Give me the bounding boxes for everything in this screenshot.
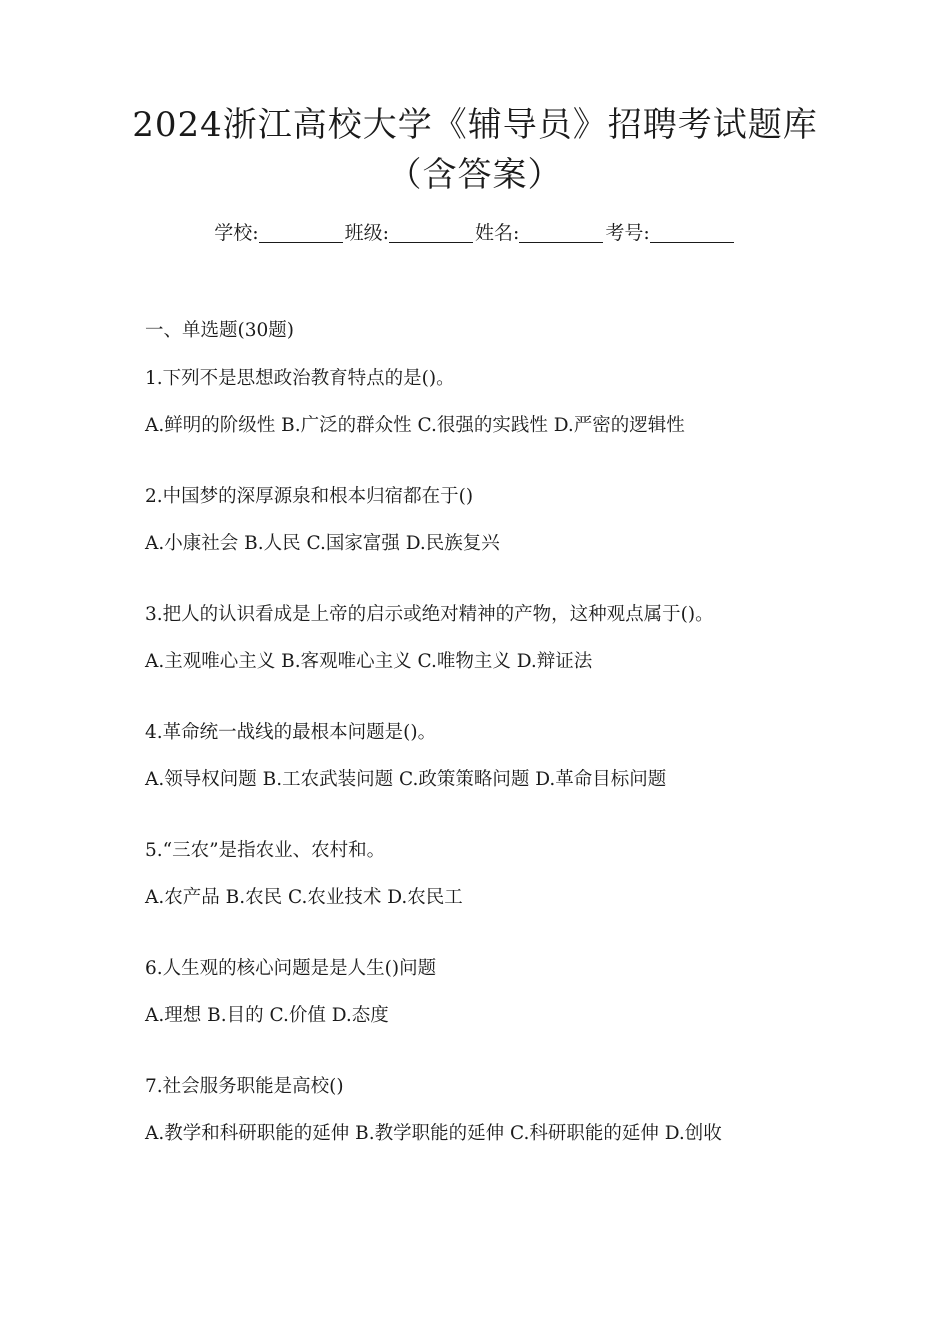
info-blank-class [389,224,473,243]
question-options: A.理想 B.目的 C.价值 D.态度 [145,1005,389,1026]
question-options: A.鲜明的阶级性 B.广泛的群众性 C.很强的实践性 D.严密的逻辑性 [145,415,685,436]
question-stem: 4.革命统一战线的最根本问题是()。 [145,721,437,743]
question-item [145,603,825,672]
question-section [145,322,825,1196]
question-item [145,485,825,554]
question-stem: 5.“三农”是指农业、农村和。 [145,839,386,861]
question-options: A.领导权问题 B.工农武装问题 C.政策策略问题 D.革命目标问题 [145,769,667,790]
question-stem: 1.下列不是思想政治教育特点的是()。 [145,367,455,389]
question-item [145,367,825,436]
student-info-row [0,224,950,243]
section-heading: 一、单选题(30题) [145,320,294,341]
question-stem: 7.社会服务职能是高校() [145,1075,344,1097]
question-options: A.主观唯心主义 B.客观唯心主义 C.唯物主义 D.辩证法 [145,651,593,672]
question-options: A.小康社会 B.人民 C.国家富强 D.民族复兴 [145,533,500,554]
question-item [145,957,825,1026]
question-options: A.教学和科研职能的延伸 B.教学职能的延伸 C.科研职能的延伸 D.创收 [145,1123,722,1144]
question-stem: 3.把人的认识看成是上帝的启示或绝对精神的产物，这种观点属于()。 [145,603,714,625]
question-stem: 6.人生观的核心问题是是人生()问题 [145,957,437,979]
question-item [145,1075,825,1144]
info-blank-school [259,224,343,243]
info-blank-name [519,224,603,243]
document-title: 2024浙江高校大学《辅导员》招聘考试题库 [132,105,818,145]
info-blank-exam-number [650,224,734,243]
question-stem: 2.中国梦的深厚源泉和根本归宿都在于() [145,485,474,507]
question-item [145,839,825,908]
question-item [145,721,825,790]
document-subtitle: （含答案） [387,155,563,195]
info-label-name: 姓名: [475,222,520,244]
info-label-school: 学校: [214,222,259,244]
info-label-class: 班级: [344,222,389,244]
question-options: A.农产品 B.农民 C.农业技术 D.农民工 [145,887,463,908]
info-label-exam-number: 考号: [605,222,650,244]
